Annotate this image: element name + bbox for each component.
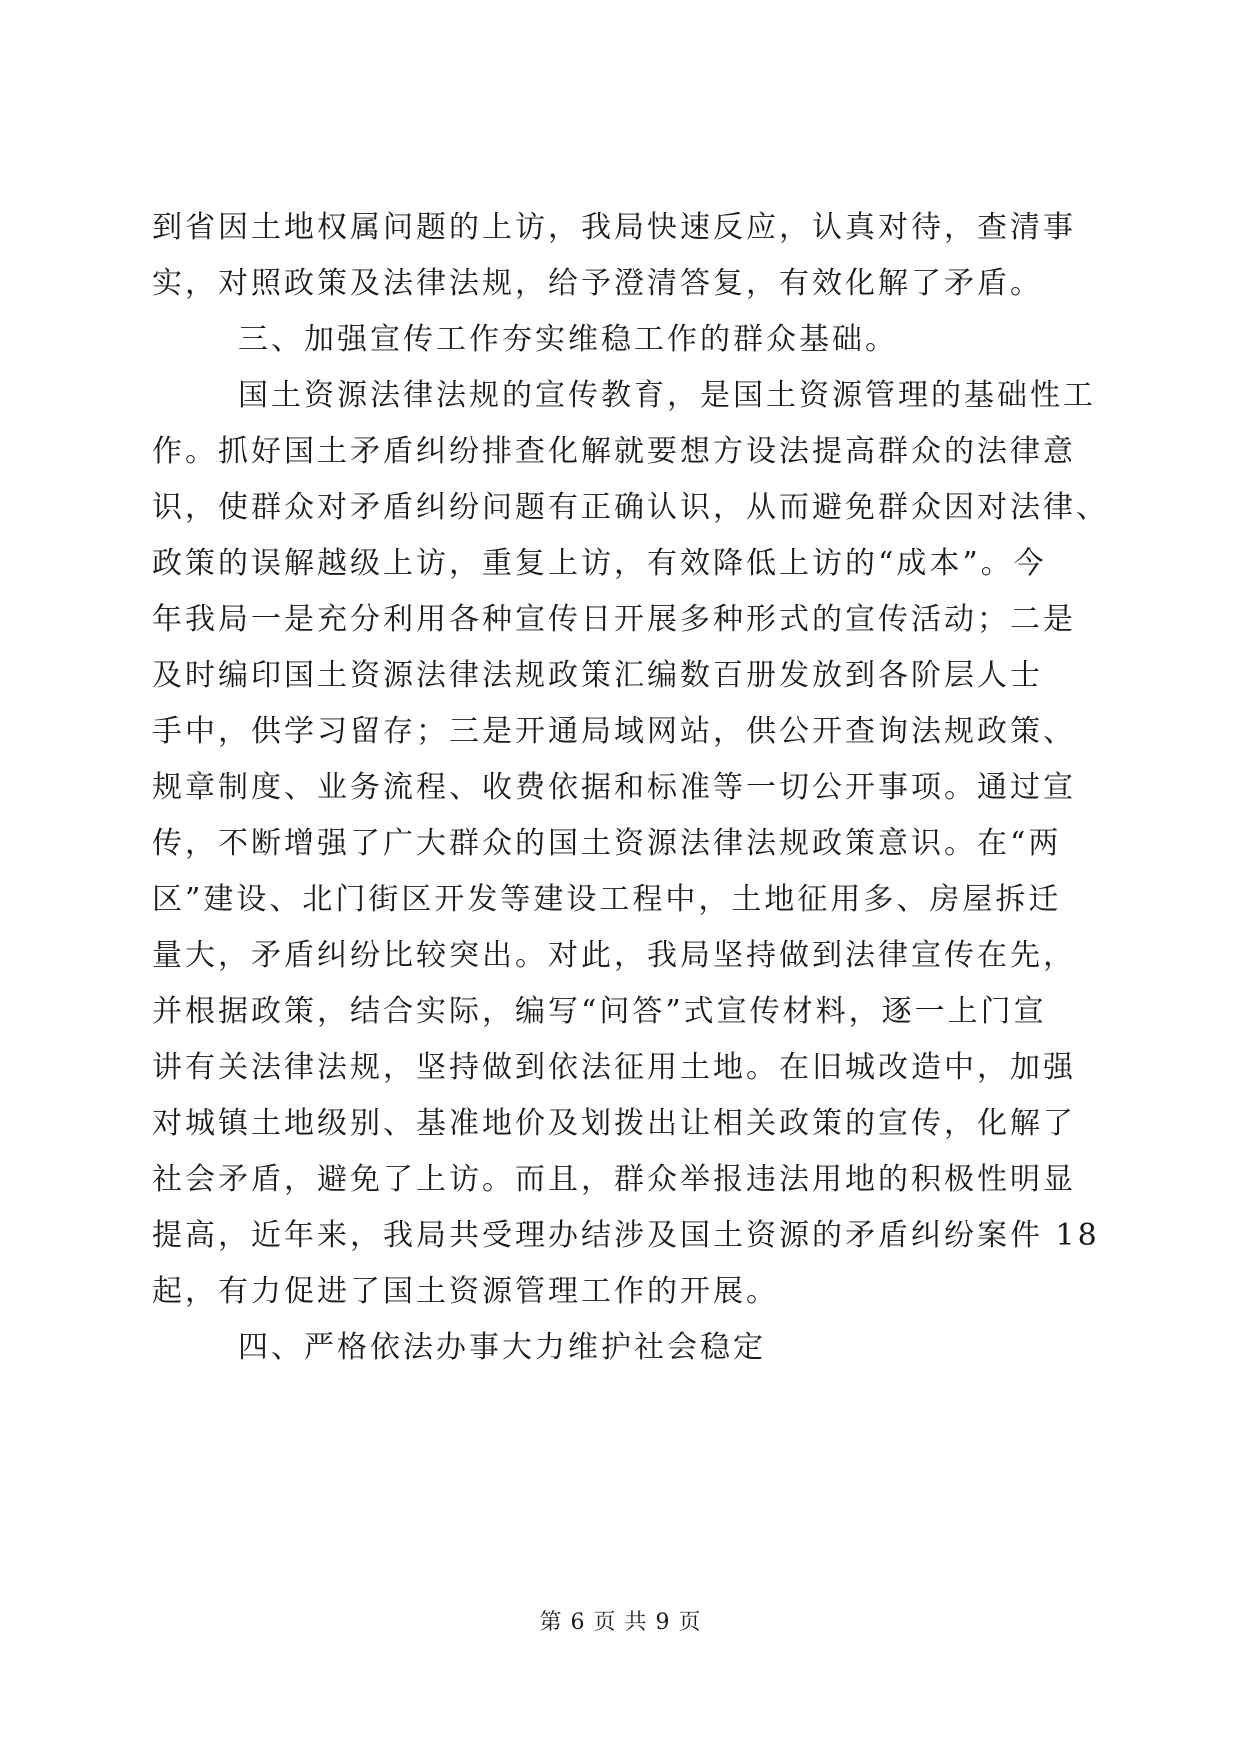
text-line: 提高，近年来，我局共受理办结涉及国土资源的矛盾纠纷案件 18 [152,1218,1100,1253]
text-line: 作。抓好国土矛盾纠纷排查化解就要想方设法提高群众的法律意 [152,434,1076,469]
text-line: 实，对照政策及法律法规，给予澄清答复，有效化解了矛盾。 [152,266,1043,301]
text-line: 手中，供学习留存；三是开通局域网站，供公开查询法规政策、 [152,714,1076,749]
text-line: 讲有关法律法规，坚持做到依法征用土地。在旧城改造中，加强 [152,1050,1076,1085]
text-line: 年我局一是充分利用各种宣传日开展多种形式的宣传活动；二是 [152,602,1076,637]
text-line: 起，有力促进了国土资源管理工作的开展。 [152,1274,779,1309]
text-line: 区”建设、北门街区开发等建设工程中，土地征用多、房屋拆迁 [152,882,1062,917]
text-line: 识，使群众对矛盾纠纷问题有正确认识，从而避免群众因对法律、 [152,490,1109,525]
text-line: 量大，矛盾纠纷比较突出。对此，我局坚持做到法律宣传在先， [152,938,1076,973]
text-line: 国土资源法律法规的宣传教育，是国土资源管理的基础性工 [238,378,1096,413]
text-line: 并根据政策，结合实际，编写“问答”式宣传材料，逐一上门宣 [152,994,1047,1029]
text-line: 政策的误解越级上访，重复上访，有效降低上访的“成本”。今 [152,546,1047,581]
section-heading: 四、严格依法办事大力维护社会稳定 [238,1330,766,1365]
text-line: 规章制度、业务流程、收费依据和标准等一切公开事项。通过宣 [152,770,1076,805]
text-line: 对城镇土地级别、基准地价及划拨出让相关政策的宣传，化解了 [152,1106,1076,1141]
text-line: 社会矛盾，避免了上访。而且，群众举报违法用地的积极性明显 [152,1162,1076,1197]
text-line: 传，不断增强了广大群众的国土资源法律法规政策意识。在“两 [152,826,1062,861]
text-line: 到省因土地权属问题的上访，我局快速反应，认真对待，查清事 [152,210,1076,245]
text-line: 及时编印国土资源法律法规政策汇编数百册发放到各阶层人士 [152,658,1043,693]
section-heading: 三、加强宣传工作夯实维稳工作的群众基础。 [238,322,898,357]
page-footer: 第 6 页 共 9 页 [539,1610,702,1635]
